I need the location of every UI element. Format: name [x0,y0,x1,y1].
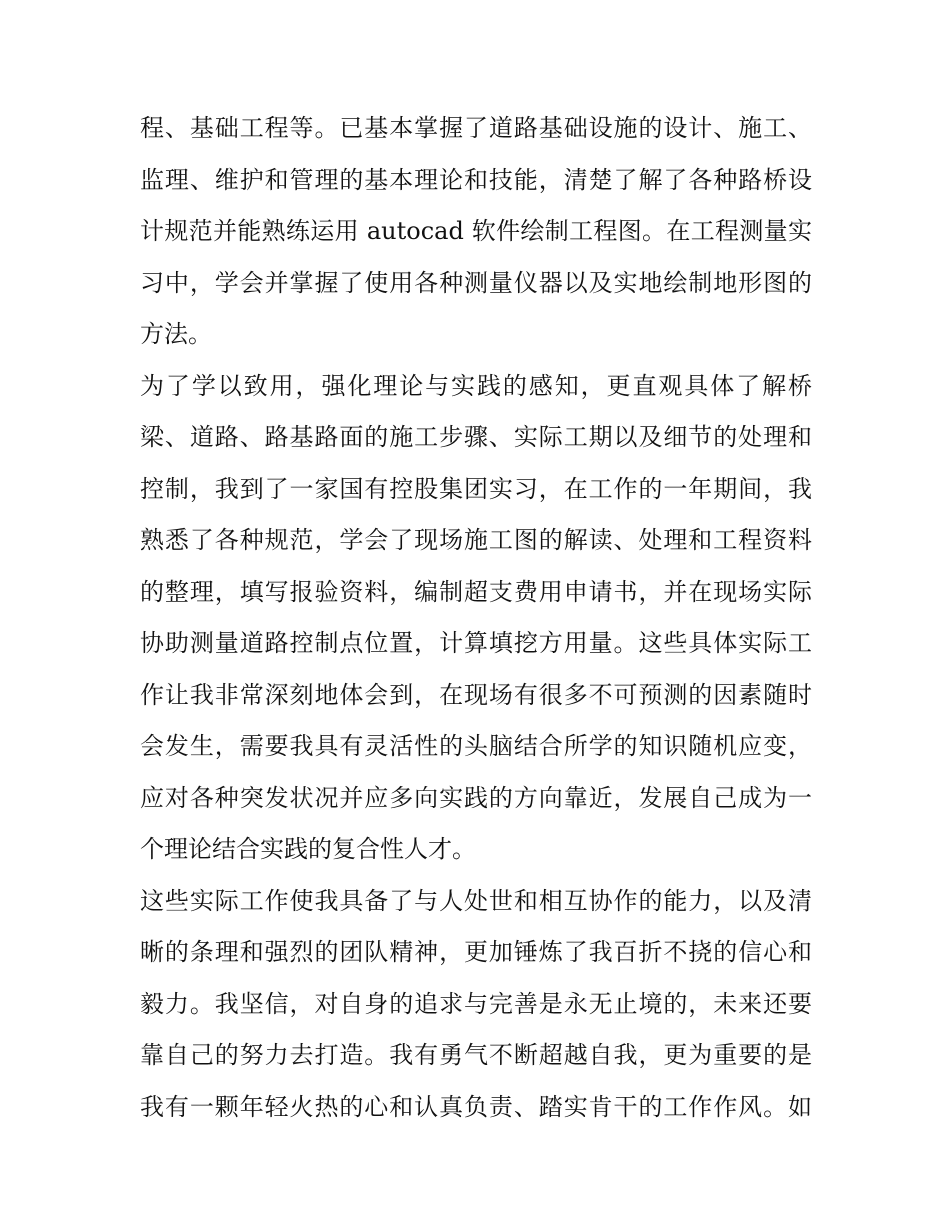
text-line: 梁、道路、路基路面的施工步骤、实际工期以及细节的处理和 [140,423,812,451]
paragraph-2 [140,361,812,876]
text-line: 晰的条理和强烈的团队精神，更加锤炼了我百折不挠的信心和 [140,938,812,966]
text-line: 程、基础工程等。已基本掌握了道路基础设施的设计、施工、 [140,114,812,142]
text-line: 计规范并能熟练运用 autocad 软件绘制工程图。在工程测量实 [140,217,812,245]
text-line: 作让我非常深刻地体会到，在现场有很多不可预测的因素随时 [140,680,812,709]
text-line: 个理论结合实践的复合性人才。 [140,835,476,863]
text-line: 我有一颗年轻火热的心和认真负责、踏实肯干的工作作风。如 [140,1092,812,1121]
text-line: 这些实际工作使我具备了与人处世和相互协作的能力，以及清 [140,886,812,915]
text-line: 协助测量道路控制点位置，计算填挖方用量。这些具体实际工 [140,629,812,657]
text-line: 会发生，需要我具有灵活性的头脑结合所学的知识随机应变， [140,732,812,760]
text-line: 控制，我到了一家国有控股集团实习，在工作的一年期间，我 [140,474,812,503]
document-body [140,103,812,1133]
text-line: 的整理，填写报验资料，编制超支费用申请书，并在现场实际 [140,577,812,606]
text-line: 习中，学会并掌握了使用各种测量仪器以及实地绘制地形图的 [140,268,812,297]
text-line: 为了学以致用，强化理论与实践的感知，更直观具体了解桥 [140,371,812,400]
text-line: 应对各种突发状况并应多向实践的方向靠近，发展自己成为一 [140,783,812,812]
text-line: 熟悉了各种规范，学会了现场施工图的解读、处理和工程资料 [140,526,812,554]
text-line: 毅力。我坚信，对自身的追求与完善是永无止境的，未来还要 [140,989,812,1018]
paragraph-3 [140,876,812,1134]
text-line: 方法。 [140,320,212,348]
text-line: 靠自己的努力去打造。我有勇气不断超越自我，更为重要的是 [140,1041,812,1069]
text-line: 监理、维护和管理的基本理论和技能，清楚了解了各种路桥设 [140,165,812,194]
paragraph-1 [140,103,812,361]
